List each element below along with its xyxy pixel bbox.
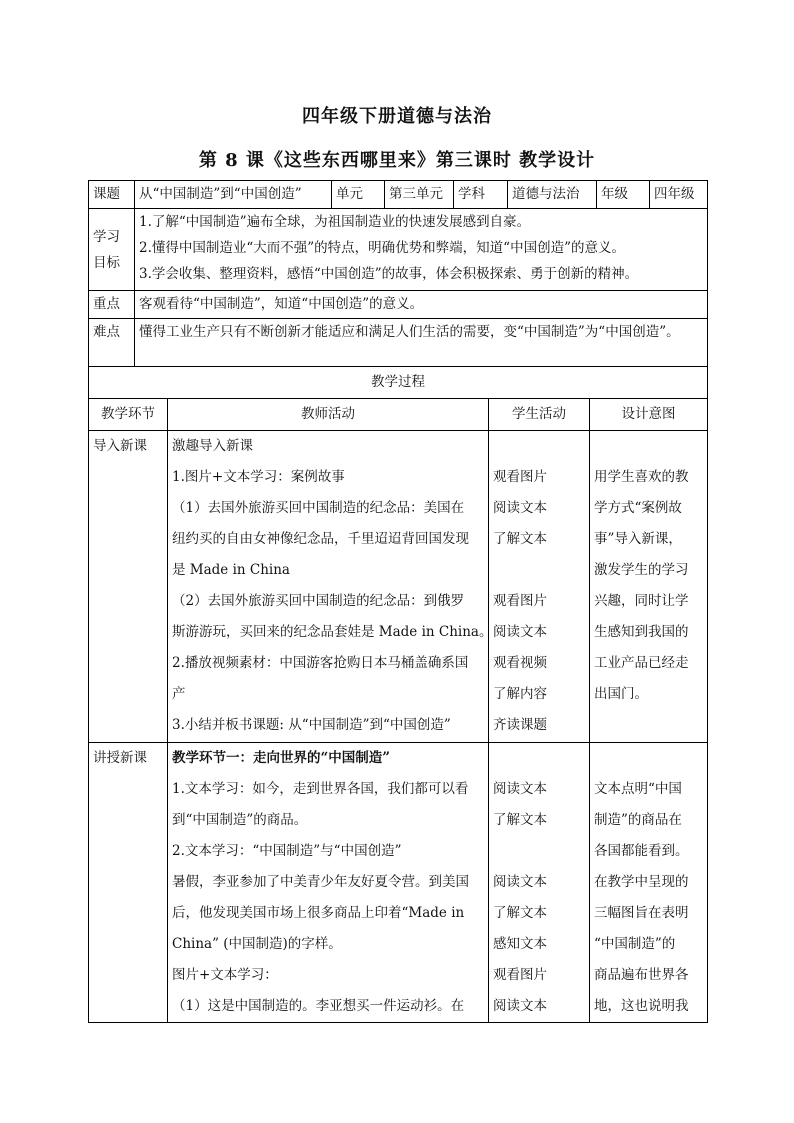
lecture-stage: 讲授新课 [89, 743, 168, 1023]
design-line [594, 431, 703, 462]
design-line: 学方式“案例故 [594, 500, 682, 516]
teacher-line: （1）这是中国制造的。李亚想买一件运动衫。在 [172, 998, 465, 1014]
student-line: 齐读课题 [493, 717, 547, 733]
design-line: 商品遍布世界各 [594, 967, 689, 983]
design-line: 事”导入新课， [594, 531, 682, 547]
design-line: 在教学中呈现的 [594, 874, 689, 890]
goal-item: 2.懂得中国制造业“大而不强”的特点，明确优势和弊端，知道“中国创造”的意义。 [139, 240, 625, 256]
student-line [493, 555, 585, 586]
topic-label: 课题 [89, 181, 135, 209]
student-line: 了解文本 [493, 531, 547, 547]
design-line: “中国制造”的 [594, 936, 676, 952]
goal-item: 3.学会收集、整理资料，感悟“中国创造”的故事，体会积极探索、勇于创新的精神。 [139, 266, 639, 282]
student-line: 了解文本 [493, 905, 547, 921]
design-line: 兴趣，同时让学 [594, 593, 689, 609]
teacher-line: 纽约买的自由女神像纪念品，千里迢迢背回国发现 [172, 531, 469, 547]
goals-label [89, 209, 135, 291]
header-student: 学生活动 [489, 399, 590, 431]
process-table [88, 366, 708, 1023]
lecture-design [590, 743, 708, 1023]
student-line: 阅读文本 [493, 781, 547, 797]
design-line: 地，这也说明我 [594, 998, 689, 1014]
student-line: 观看图片 [493, 967, 547, 983]
teacher-line: 3.小结并板书课题: 从“中国制造”到“中国创造” [172, 717, 451, 733]
teacher-line: 1.文本学习：如今，走到世界各国，我们都可以看 [172, 781, 469, 797]
goals-cell [135, 209, 708, 291]
difficulty-label: 难点 [89, 319, 135, 367]
difficulty-text: 懂得工业生产只有不断创新才能适应和满足人们生活的需要，变“中国制造”为“中国创造”。 [139, 324, 680, 340]
subject-value: 道德与法治 [508, 181, 597, 209]
student-line: 了解文本 [493, 812, 547, 828]
design-line: 生感知到我国的 [594, 624, 689, 640]
teacher-line: 1.图片+文本学习：案例故事 [172, 469, 345, 485]
process-title: 教学过程 [89, 367, 708, 399]
focus-label: 重点 [89, 291, 135, 319]
section-heading: 教学环节一：走向世界的“中国制造” [172, 750, 391, 766]
lesson-title: 第 8 课《这些东西哪里来》第三课时 教学设计 [198, 150, 596, 171]
teacher-line: 2.文本学习：“中国制造”与“中国创造” [172, 843, 402, 859]
teacher-line: 是 Made in China [172, 562, 290, 578]
student-line: 观看图片 [493, 593, 547, 609]
design-line: 三幅图旨在表明 [594, 905, 689, 921]
subject-label: 学科 [454, 181, 508, 209]
student-line: 阅读文本 [493, 998, 547, 1014]
teacher-line: 2.播放视频素材：中国游客抢购日本马桶盖确系国 [172, 655, 469, 671]
student-line: 感知文本 [493, 936, 547, 952]
student-line: 阅读文本 [493, 500, 547, 516]
design-line: 文本点明“中国 [594, 781, 682, 797]
student-line [493, 836, 585, 867]
teacher-line: 斯游游玩，买回来的纪念品套娃是 Made in China。 [172, 624, 493, 640]
grade-label: 年级 [597, 181, 650, 209]
intro-teacher [168, 431, 493, 743]
student-line: 阅读文本 [493, 624, 547, 640]
design-line [594, 743, 703, 774]
lecture-student [489, 743, 590, 1023]
teacher-line: （2）去国外旅游买回中国制造的纪念品：到俄罗 [172, 593, 465, 609]
teacher-line: China” (中国制造)的字样。 [172, 936, 342, 952]
difficulty-value [135, 319, 708, 367]
lecture-teacher [168, 743, 489, 1023]
design-line: 用学生喜欢的教 [594, 469, 689, 485]
header-design: 设计意图 [590, 399, 708, 431]
teacher-line: 图片+文本学习： [172, 967, 278, 983]
design-line: 各国都能看到。 [594, 843, 689, 859]
student-line [493, 431, 585, 462]
header-teacher: 教师活动 [168, 399, 489, 431]
student-line: 观看视频 [493, 655, 547, 671]
unit-value: 第三单元 [385, 181, 454, 209]
teacher-line: 到“中国制造”的商品。 [172, 812, 308, 828]
teacher-line: 激趣导入新课 [172, 438, 253, 454]
student-line [493, 743, 585, 774]
document-title: 四年级下册道德与法治 [302, 106, 492, 127]
student-line: 了解内容 [493, 686, 547, 702]
grade-value: 四年级 [650, 181, 708, 209]
intro-stage: 导入新课 [89, 431, 168, 743]
info-table [88, 180, 708, 367]
design-line: 激发学生的学习 [594, 562, 689, 578]
teacher-line: （1）去国外旅游买回中国制造的纪念品：美国在 [172, 500, 465, 516]
goal-item: 1.了解“中国制造”遍布全球，为祖国制造业的快速发展感到自豪。 [139, 214, 531, 230]
intro-design [590, 431, 708, 743]
design-line: 出国门。 [594, 686, 648, 702]
intro-student [489, 431, 590, 743]
design-line: 制造”的商品在 [594, 812, 682, 828]
goals-label-line: 目标 [93, 254, 120, 271]
teacher-line: 暑假，李亚参加了中美青少年友好夏令营。到美国 [172, 874, 469, 890]
unit-label: 单元 [332, 181, 385, 209]
goals-label-line: 学习 [93, 228, 120, 245]
student-line: 阅读文本 [493, 874, 547, 890]
focus-value: 客观看待“中国制造”，知道“中国创造”的意义。 [135, 291, 708, 319]
topic-value: 从“中国制造”到“中国创造” [135, 181, 332, 209]
teacher-line: 后，他发现美国市场上很多商品上印着“Made in [172, 905, 465, 921]
header-stage: 教学环节 [89, 399, 168, 431]
design-line: 工业产品已经走 [594, 655, 689, 671]
student-line: 观看图片 [493, 469, 547, 485]
teacher-line: 产 [172, 686, 186, 702]
